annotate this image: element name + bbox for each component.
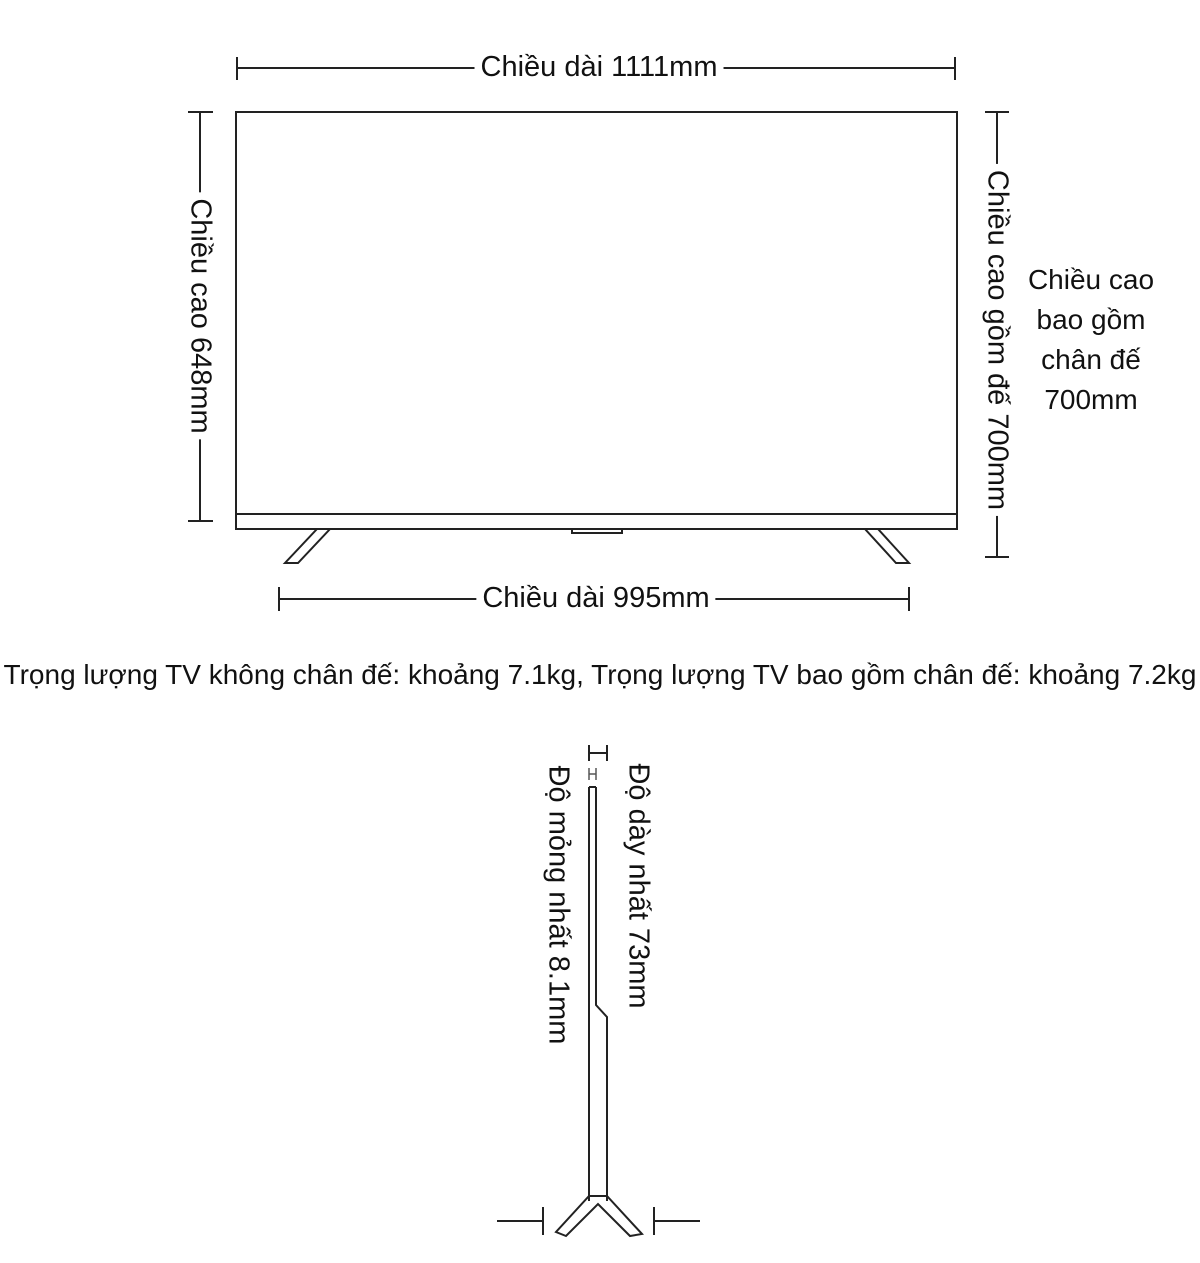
tv-side-stand xyxy=(556,1196,642,1236)
height-with-stand-note-line-4: 700mm xyxy=(1044,384,1138,415)
thickest-label: Độ dày nhất 73mm xyxy=(622,763,655,1009)
height-with-stand-note-line-3: chân đế xyxy=(1041,344,1141,375)
stand-width-label: Chiều dài 995mm xyxy=(476,584,715,613)
height-with-stand-label: Chiều cao gồm đế 700mm xyxy=(983,164,1012,516)
thinnest-label: Độ mỏng nhất 8.1mm xyxy=(542,765,575,1045)
height-with-stand-note-line-1: Chiều cao xyxy=(1027,264,1155,295)
tv-side-profile xyxy=(589,787,607,1201)
width-label: Chiều dài 1111mm xyxy=(475,53,724,82)
thickest-dimension-marker xyxy=(589,745,607,761)
height-with-stand-note xyxy=(1021,260,1161,420)
tv-front-feet xyxy=(285,529,909,563)
stand-depth-marker-right xyxy=(654,1207,700,1235)
height-label: Chiều cao 648mm xyxy=(186,192,215,439)
height-with-stand-note-line-2: bao gồm xyxy=(1036,304,1146,335)
thinnest-dimension-marker xyxy=(589,768,596,780)
stand-depth-marker-left xyxy=(497,1207,543,1235)
tv-front-outline xyxy=(236,112,957,533)
weight-text: Trọng lượng TV không chân đế: khoảng 7.1kg, Trọng lượng TV bao gồm chân đế: khoảng 7.2kg xyxy=(3,659,1197,690)
